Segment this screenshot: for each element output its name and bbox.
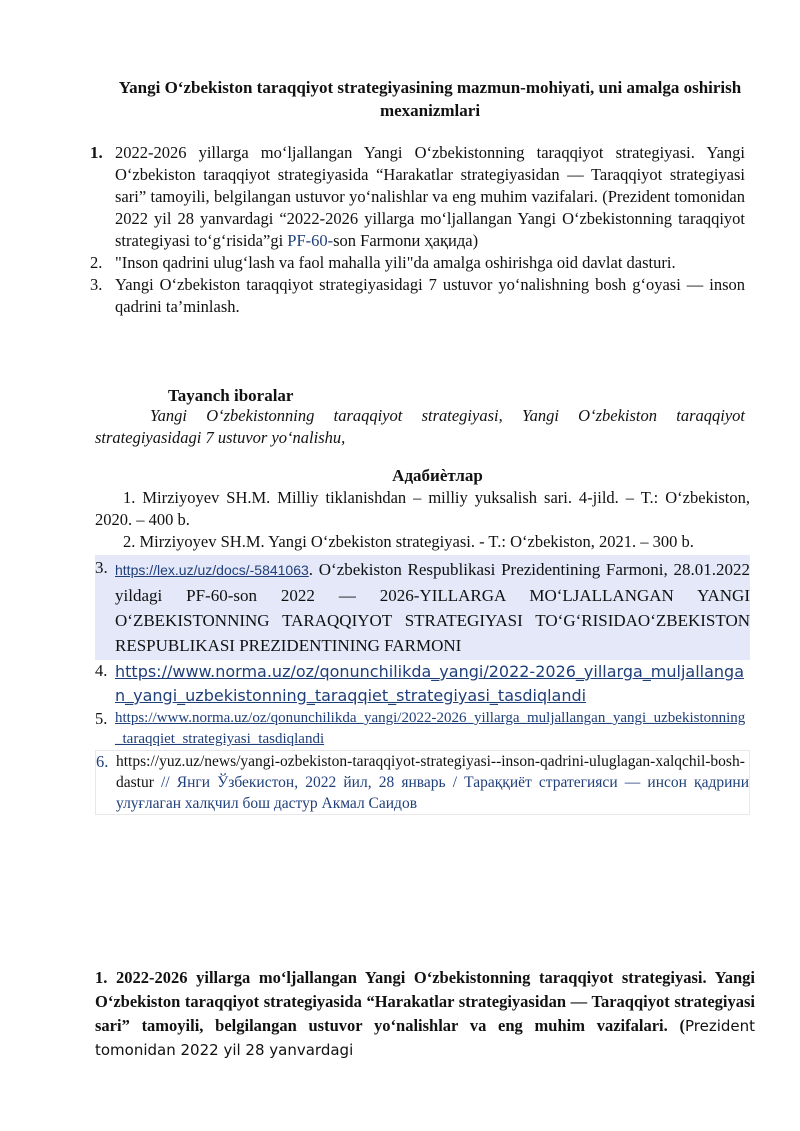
keywords-heading: Tayanch iboralar bbox=[168, 386, 294, 405]
reference-6-text: // Янги Ўзбекистон, 2022 йил, 28 январь / Тараққиёт стратегияси — инсон қадрини улуғлаган халқчил бош дастур Акмал Саидов bbox=[116, 774, 749, 812]
references-list bbox=[95, 487, 750, 815]
agenda-item-3 bbox=[90, 274, 745, 318]
reference-number: 4. bbox=[95, 661, 108, 680]
agenda-number: 1. bbox=[90, 143, 103, 162]
agenda-number: 2. bbox=[90, 253, 103, 272]
reference-3-text: . O‘zbekiston Respublikasi Prezidentining Farmoni, 28.01.2022 yildagi PF-60-son 2022 — 2026-YILLARGA MO‘LJALLANGAN YANGI O‘ZBEKISTONNING TARAQQIYOT STRATEGIYASI TO‘G‘RISIDAO‘ZBEKISTON RESPUBLIKASI PREZIDENTINING FARMONI bbox=[115, 560, 750, 655]
lex-uz-link[interactable]: https://lex.uz/uz/docs/-5841063 bbox=[115, 562, 309, 578]
body-plain-text: Prezident tomonidan 2022 yil 28 yanvardagi bbox=[95, 1017, 755, 1059]
norma-uz-link[interactable]: https://www.norma.uz/oz/qonunchilikda_yangi/2022-2026_yillarga_muljallangan_yangi_uzbekistonning_taraqqiet_strategiyasi_tasdiqlandi bbox=[115, 662, 745, 705]
reference-3 bbox=[95, 555, 750, 660]
keywords-text: Yangi O‘zbekistonning taraqqiyot strategiyasi, Yangi O‘zbekiston taraqqiyot strategiyasidagi 7 ustuvor yo‘nalishu, bbox=[95, 406, 745, 447]
agenda-list bbox=[90, 142, 745, 318]
pf-60-link[interactable]: PF-60- bbox=[287, 231, 334, 250]
reference-number: 6. bbox=[96, 752, 109, 771]
agenda-item-3-text: Yangi O‘zbekiston taraqqiyot strategiyasidagi 7 ustuvor yo‘nalishning bosh g‘oyasi — inson qadrini ta’minlash. bbox=[115, 275, 745, 316]
references-heading: Адабиѐтлар bbox=[392, 466, 483, 485]
body-bold-text: 1. 2022-2026 yillarga mo‘ljallangan Yangi O‘zbekistonning taraqqiyot strategiyasi. Yangi O‘zbekiston taraqqiyot strategiyasida “Harakatlar strategiyasidan — Taraqqiyot strategiyasi sari” tamoyili, belgilangan ustuvor yo‘nalishlar va eng muhim vazifalari. ( bbox=[95, 968, 755, 1035]
agenda-item-2 bbox=[90, 252, 745, 274]
reference-1: 1. Mirziyoyev SH.M. Milliy tiklanishdan – milliy yuksalish sari. 4-jild. – T.: O‘zbekiston, 2020. – 400 b. bbox=[95, 488, 750, 529]
body-paragraph bbox=[95, 966, 755, 1062]
agenda-item-2-text: "Inson qadrini ulug‘lash va faol mahalla yili"da amalga oshirishga oid davlat dasturi. bbox=[115, 253, 676, 272]
norma-uz-link-2[interactable]: https://www.norma.uz/oz/qonunchilikda_yangi/2022-2026_yillarga_muljallangan_yangi_uzbekistonning_taraqqiet_strategiyasi_tasdiqlandi bbox=[115, 710, 746, 747]
reference-6 bbox=[95, 750, 750, 815]
reference-2: 2. Mirziyoyev SH.M. Yangi O‘zbekiston strategiyasi. - T.: O‘zbekiston, 2021. – 300 b. bbox=[123, 532, 694, 551]
yuz-uz-url[interactable]: https://yuz.uz/news/yangi-ozbekiston-taraqqiyot-strategiyasi--inson-qadrini-uluglagan-xalqchil-bosh-dastur bbox=[116, 753, 745, 791]
reference-number: 3. bbox=[95, 558, 108, 577]
agenda-item-1-tail: son Farmonи ҳақида) bbox=[333, 231, 479, 250]
agenda-item-1 bbox=[90, 142, 745, 252]
agenda-item-1-text: 2022-2026 yillarga mo‘ljallangan Yangi O‘zbekistonning taraqqiyot strategiyasi. Yangi O‘zbekiston taraqqiyot strategiyasida “Harakatlar strategiyasidan — Taraqqiyot strategiyasi sari” tamoyili, belgilangan ustuvor yo‘nalishlar va eng muhim vazifalari. (Prezident tomonidan 2022 yil 28 yanvardagi “2022-2026 yillarga mo‘ljallangan Yangi O‘zbekistonning taraqqiyot strategiyasi to‘g‘risida”gi bbox=[115, 143, 745, 250]
document-title: Yangi O‘zbekiston taraqqiyot strategiyasining mazmun-mohiyati, uni amalga oshirish mexanizmlari bbox=[118, 78, 742, 120]
reference-number: 5. bbox=[95, 709, 108, 728]
reference-4 bbox=[95, 660, 750, 708]
agenda-number: 3. bbox=[90, 275, 103, 294]
reference-5 bbox=[95, 708, 750, 750]
